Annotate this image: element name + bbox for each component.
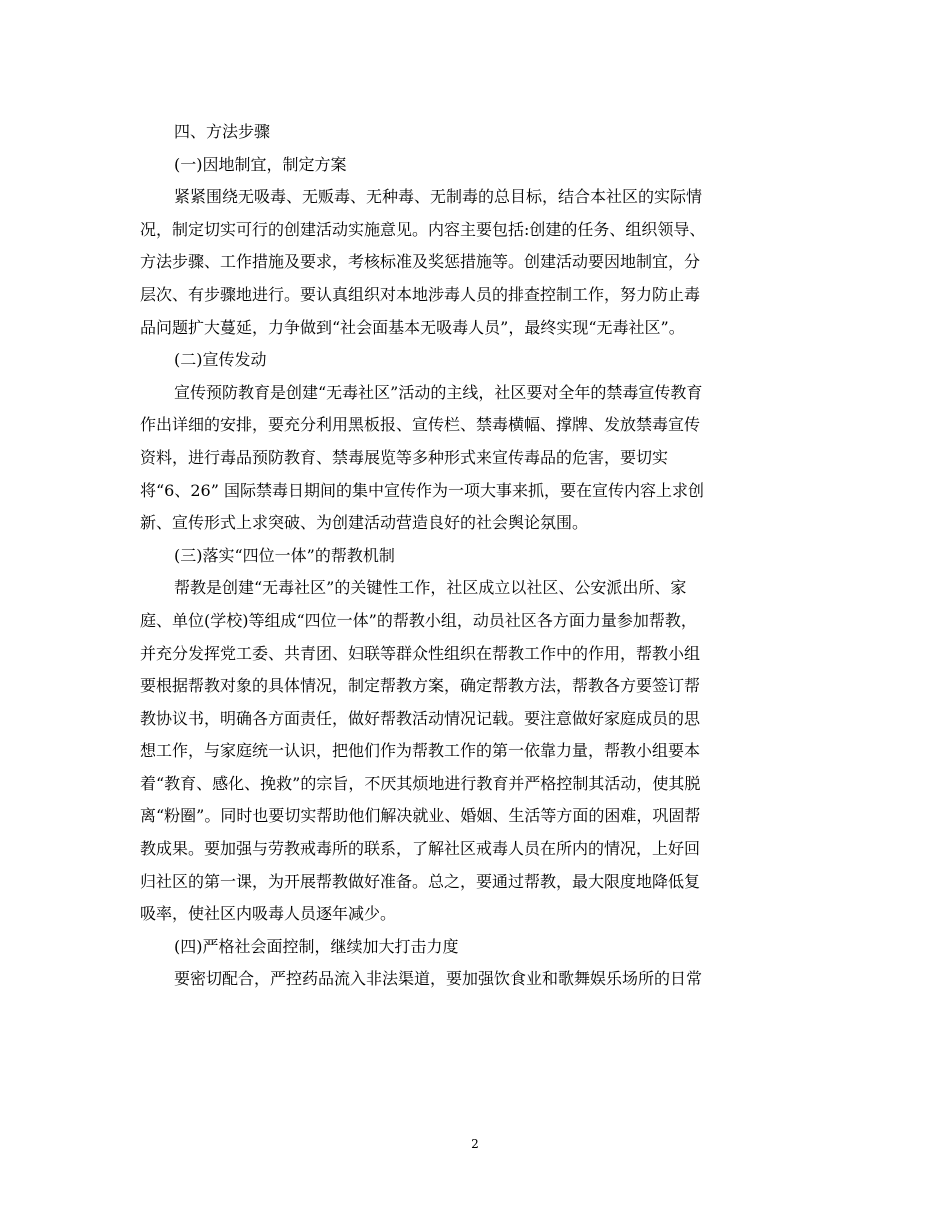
paragraph-line: 新、宣传形式上求突破、为创建活动营造良好的社会舆论氛围。	[140, 513, 589, 533]
paragraph-line: 层次、有步骤地进行。要认真组织对本地涉毒人员的排查控制工作，努力防止毒	[140, 284, 701, 304]
paragraph-line: 作出详细的安排，要充分利用黑板报、宣传栏、禁毒横幅、撑牌、发放禁毒宣传	[140, 415, 701, 435]
paragraph-line: 要根据帮教对象的具体情况，制定帮教方案，确定帮教方法，帮教各方要签订帮	[140, 676, 701, 696]
paragraph-line: 教成果。要加强与劳教戒毒所的联系，了解社区戒毒人员在所内的情况，上好回	[140, 839, 701, 859]
paragraph-line: 将“6、26” 国际禁毒日期间的集中宣传作为一项大事来抓，要在宣传内容上求创	[140, 480, 704, 500]
document-body	[140, 116, 814, 996]
paragraph-line: 宣传预防教育是创建“无毒社区”活动的主线，社区要对全年的禁毒宣传教育	[174, 382, 703, 402]
paragraph-line: 想工作，与家庭统一认识，把他们作为帮教工作的第一依靠力量，帮教小组要本	[140, 741, 701, 761]
subsection-heading: (二)宣传发动	[174, 350, 267, 370]
paragraph-line: 吸率，使社区内吸毒人员逐年减少。	[140, 904, 397, 924]
paragraph-line: 离“粉圈”。同时也要切实帮助他们解决就业、婚姻、生活等方面的困难，巩固帮	[140, 806, 701, 826]
paragraph-line: 资料，进行毒品预防教育、禁毒展览等多种形式来宣传毒品的危害，要切实	[140, 447, 669, 467]
paragraph-line: 况，制定切实可行的创建活动实施意见。内容主要包括:创建的任务、组织领导、	[140, 219, 706, 239]
subsection-heading: (一)因地制宜，制定方案	[174, 154, 347, 174]
paragraph	[140, 181, 814, 344]
paragraph-line: 紧紧围绕无吸毒、无贩毒、无种毒、无制毒的总目标，结合本社区的实际情	[174, 187, 703, 207]
paragraph-line: 归社区的第一课，为开展帮教做好准备。总之，要通过帮教，最大限度地降低复	[140, 871, 701, 891]
paragraph-line: 要密切配合，严控药品流入非法渠道，要加强饮食业和歌舞娱乐场所的日常	[174, 969, 703, 989]
page-number: 2	[471, 1137, 479, 1151]
paragraph-line: 帮教是创建“无毒社区”的关键性工作，社区成立以社区、公安派出所、家	[174, 578, 687, 598]
paragraph-line: 品问题扩大蔓延，力争做到“社会面基本无吸毒人员”，最终实现“无毒社区”。	[140, 317, 685, 337]
paragraph	[140, 963, 814, 996]
paragraph-line: 并充分发挥党工委、共青团、妇联等群众性组织在帮教工作中的作用，帮教小组	[140, 643, 701, 663]
subsection-heading: (三)落实“四位一体”的帮教机制	[174, 545, 395, 565]
paragraph	[140, 377, 814, 540]
paragraph-line: 着“教育、感化、挽救”的宗旨，不厌其烦地进行教育并严格控制其活动，使其脱	[140, 773, 701, 793]
paragraph-line: 方法步骤、工作措施及要求，考核标准及奖惩措施等。创建活动要因地制宜，分	[140, 252, 701, 272]
subsection-heading: (四)严格社会面控制，继续加大打击力度	[174, 936, 459, 956]
paragraph-line: 庭、单位(学校)等组成“四位一体”的帮教小组，动员社区各方面力量参加帮教，	[140, 610, 697, 630]
paragraph	[140, 572, 814, 931]
paragraph-line: 教协议书，明确各方面责任，做好帮教活动情况记载。要注意做好家庭成员的思	[140, 708, 701, 728]
section-heading: 四、方法步骤	[174, 122, 271, 141]
